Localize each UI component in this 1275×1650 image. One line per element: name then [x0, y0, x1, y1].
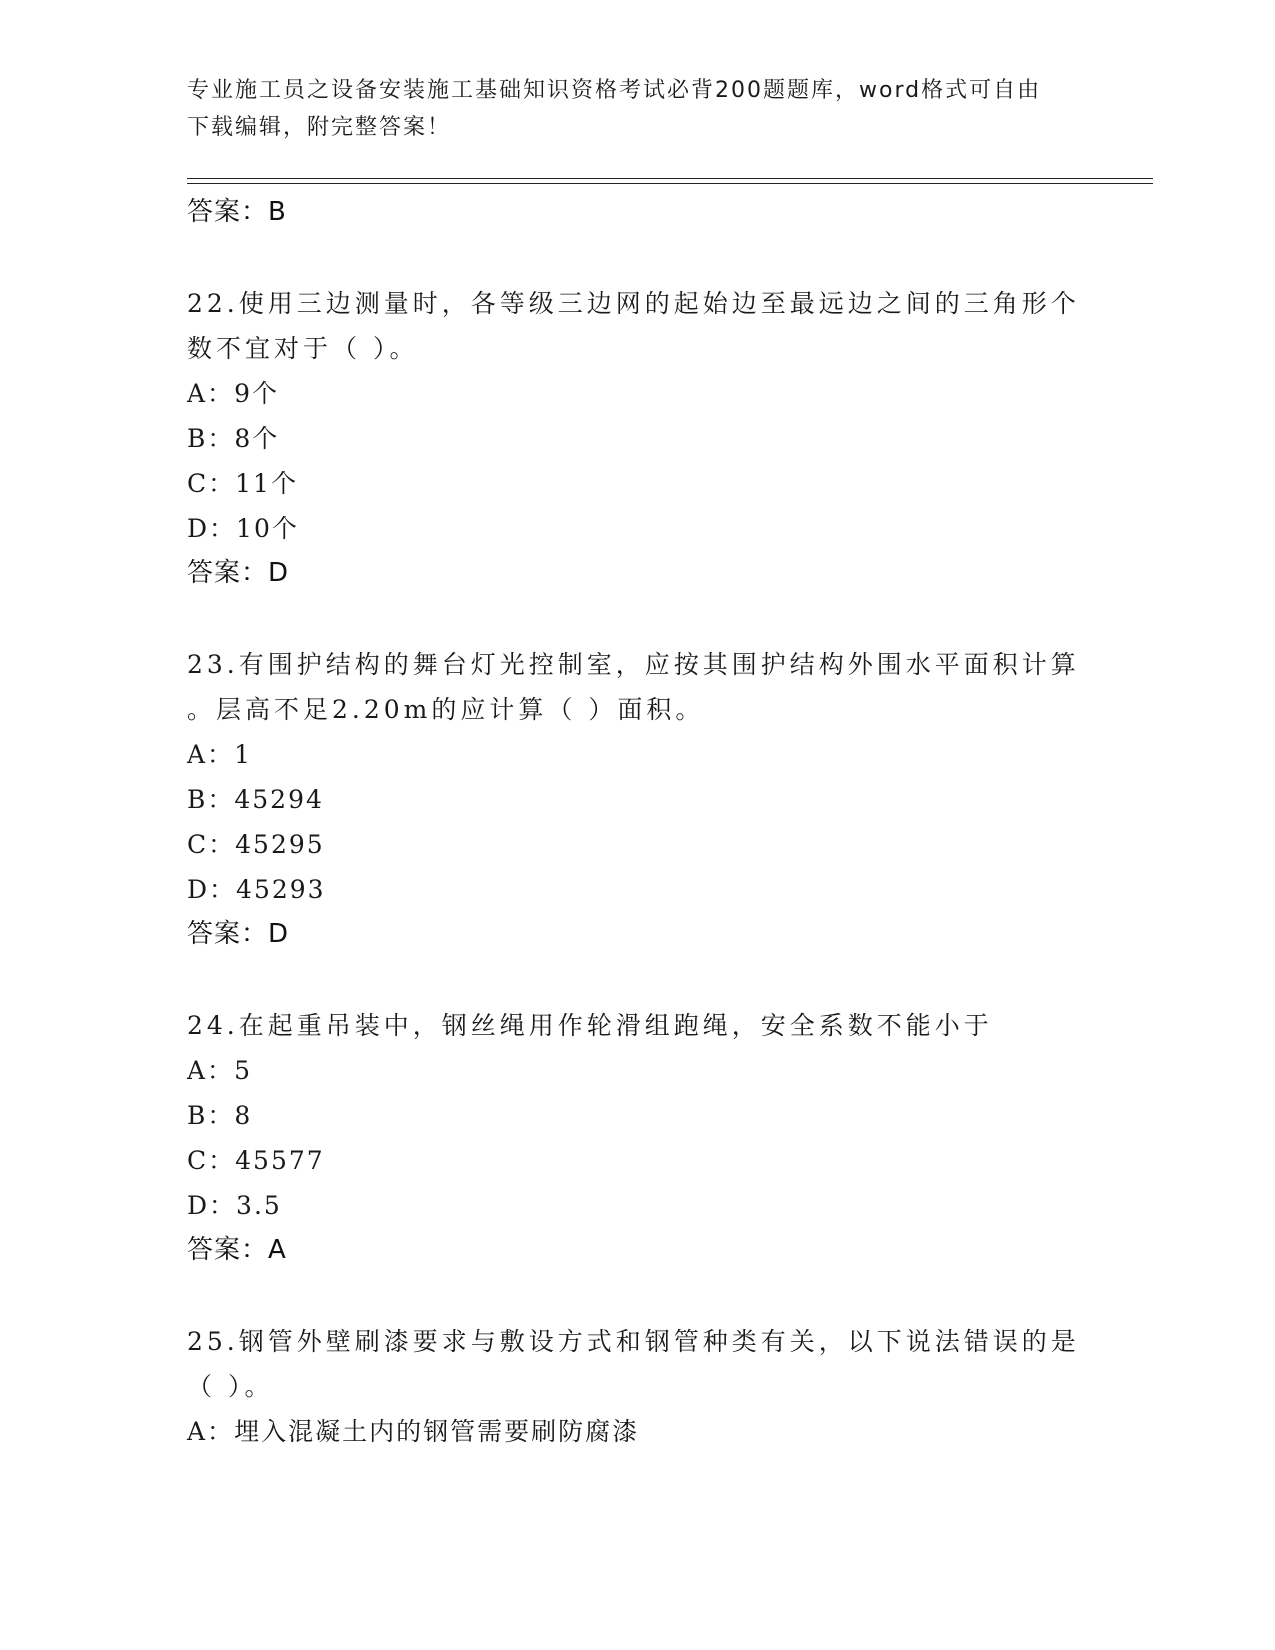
- question-stem-line: （ ）。: [187, 1372, 274, 1401]
- question-stem-line: 23.有围护结构的舞台灯光控制室，应按其围护结构外围水平面积计算: [187, 650, 1080, 679]
- header-divider-top: [187, 178, 1153, 179]
- option-d: [187, 1183, 1087, 1228]
- option-text: 5: [234, 1056, 252, 1085]
- answer-q21: 答案：B: [187, 197, 287, 227]
- question-stem-line: 22.使用三边测量时，各等级三边网的起始边至最远边之间的三角形个: [187, 289, 1080, 318]
- option-letter: B：: [187, 424, 235, 453]
- question-stem: [187, 1319, 1087, 1409]
- option-b: [187, 416, 1087, 461]
- question-stem-line: 25.钢管外壁刷漆要求与敷设方式和钢管种类有关，以下说法错误的是: [187, 1327, 1080, 1356]
- option-b: [187, 1093, 1087, 1138]
- option-c: [187, 1138, 1087, 1183]
- question-stem-line: 24.在起重吊装中，钢丝绳用作轮滑组跑绳，安全系数不能小于: [187, 1011, 993, 1040]
- header-line-1: 专业施工员之设备安装施工基础知识资格考试必背200题题库，word格式可自由: [187, 78, 1042, 103]
- option-letter: D：: [187, 514, 237, 543]
- option-text: 8个: [234, 424, 280, 453]
- question-stem: [187, 1003, 1087, 1048]
- option-letter: A：: [187, 740, 235, 769]
- option-letter: B：: [187, 1101, 235, 1130]
- option-letter: D：: [187, 875, 237, 904]
- question-23: [187, 642, 1087, 956]
- option-letter: C：: [187, 830, 236, 859]
- option-letter: A：: [187, 379, 235, 408]
- answer-line: 答案：D: [187, 919, 290, 949]
- option-text: 8: [234, 1101, 253, 1130]
- option-letter: C：: [187, 1146, 236, 1175]
- answer-line: 答案：A: [187, 1235, 287, 1265]
- option-d: [187, 867, 1087, 912]
- question-stem: [187, 642, 1087, 732]
- option-text: 3.5: [236, 1191, 282, 1220]
- question-stem-line: 数不宜对于（ ）。: [187, 334, 419, 363]
- question-stem-line: 。层高不足2.20m的应计算（ ）面积。: [187, 695, 705, 724]
- question-22: [187, 281, 1087, 595]
- option-text: 9个: [234, 379, 279, 408]
- option-text: 45294: [234, 785, 324, 814]
- answer-line: 答案：D: [187, 558, 290, 588]
- option-a: [187, 1048, 1087, 1093]
- option-text: 45295: [235, 830, 325, 859]
- question-list: [187, 190, 1087, 1454]
- option-text: 45293: [236, 875, 326, 904]
- option-text: 45577: [235, 1146, 325, 1175]
- option-a: [187, 371, 1087, 416]
- option-letter: B：: [187, 785, 235, 814]
- question-24: [187, 1003, 1087, 1272]
- header-divider-bottom: [187, 183, 1153, 184]
- option-c: [187, 822, 1087, 867]
- document-header: [187, 72, 1087, 146]
- question-25: [187, 1319, 1087, 1454]
- option-letter: D：: [187, 1191, 237, 1220]
- option-c: [187, 461, 1087, 506]
- option-d: [187, 506, 1087, 551]
- option-a: [187, 1409, 1087, 1454]
- option-text: 1: [234, 740, 252, 769]
- option-text: 11个: [235, 469, 298, 498]
- option-letter: C：: [187, 469, 236, 498]
- option-b: [187, 777, 1087, 822]
- option-letter: A：: [187, 1056, 235, 1085]
- header-line-2: 下载编辑，附完整答案！: [187, 115, 452, 140]
- option-text: 埋入混凝土内的钢管需要刷防腐漆: [234, 1417, 640, 1446]
- option-a: [187, 732, 1087, 777]
- question-stem: [187, 281, 1087, 371]
- option-letter: A：: [187, 1417, 235, 1446]
- option-text: 10个: [236, 514, 299, 543]
